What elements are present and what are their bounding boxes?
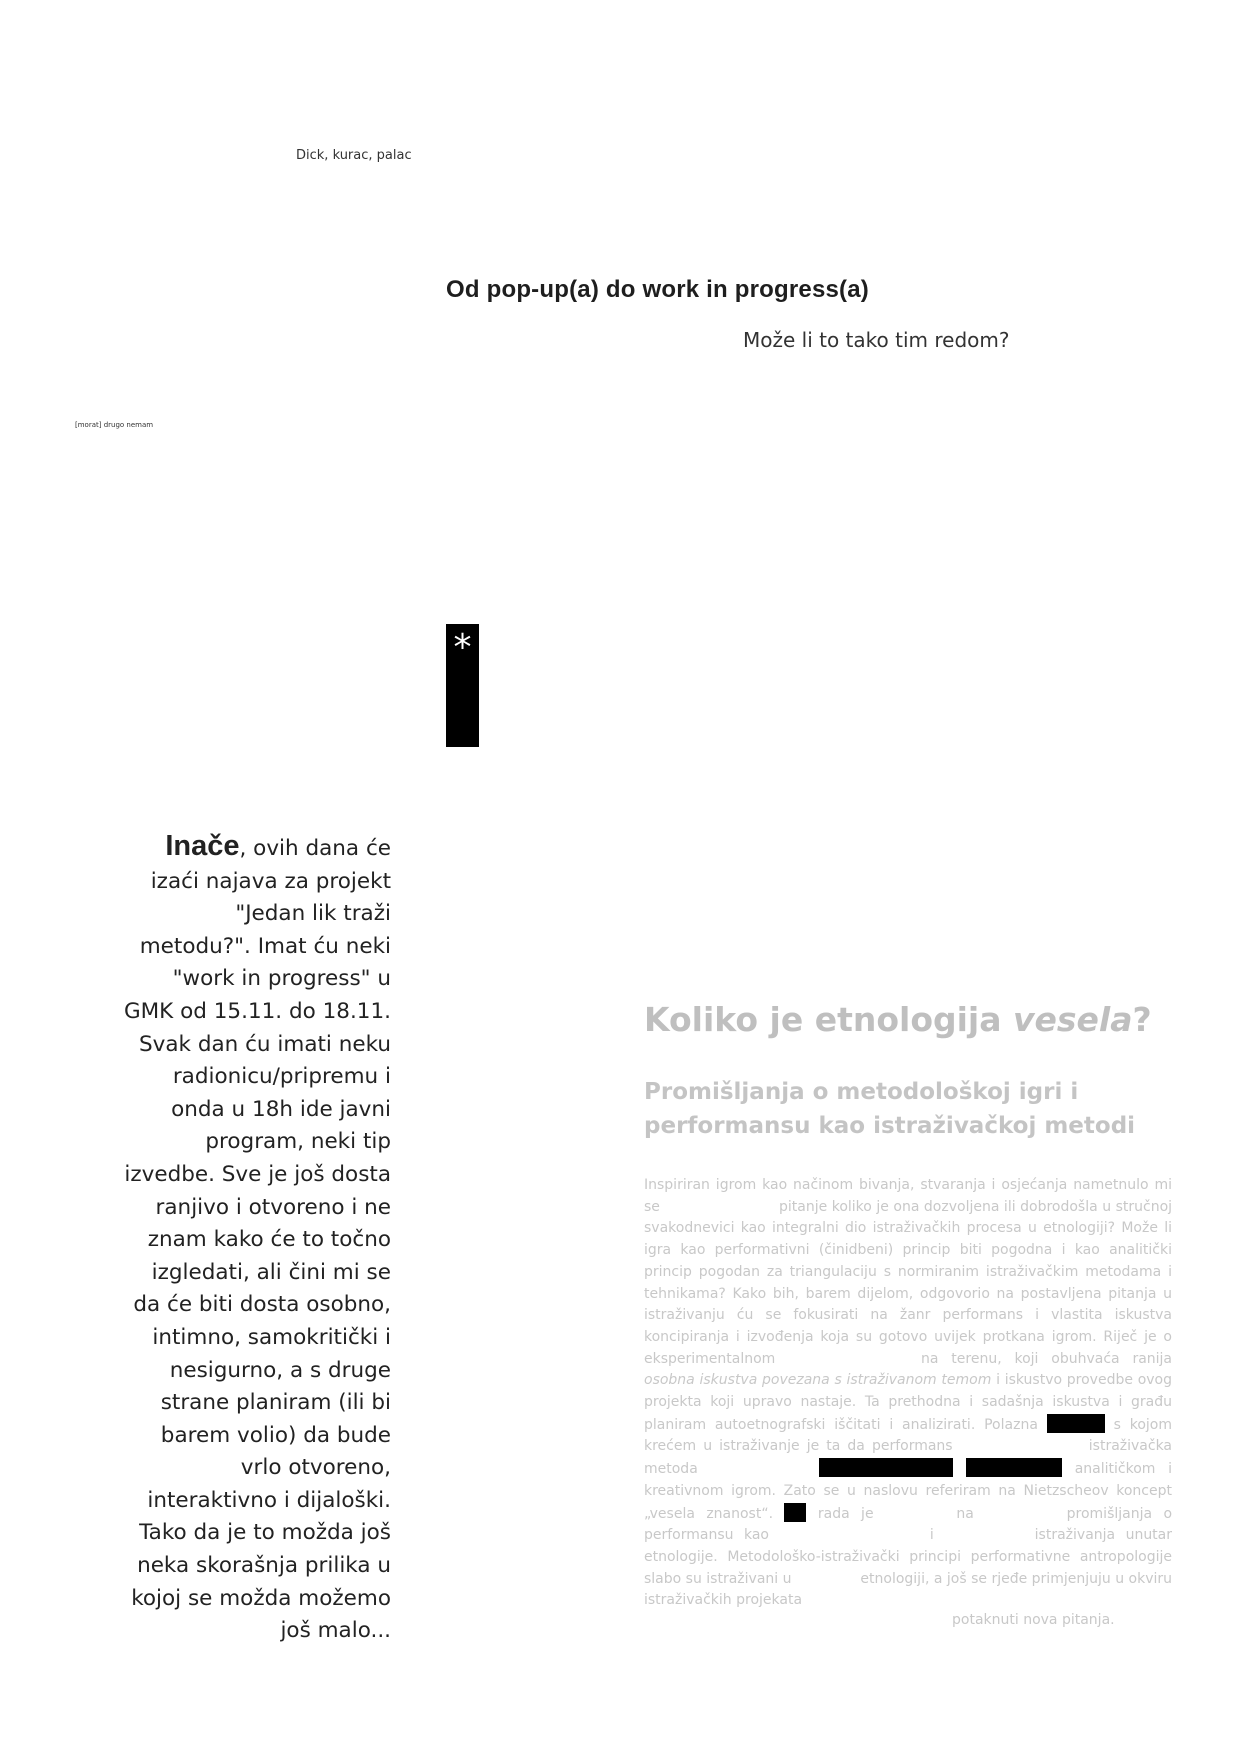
article-text: na xyxy=(956,1505,974,1522)
article-text: etnologiji, a još se rjeđe primjenjuju u okviru istraživačkih projekata xyxy=(644,1570,1172,1609)
article-text: i xyxy=(929,1527,934,1544)
article-body xyxy=(644,1175,1172,1612)
asterisk-marker-bar xyxy=(446,624,479,747)
tiny-note: [morat] drugo nemam xyxy=(75,421,154,429)
article-text: Inspiriran igrom kao načinom bivanja, stvaranja i osjećanja nametnulo mi se xyxy=(644,1177,1172,1215)
page-subtitle: Može li to tako tim redom? xyxy=(743,328,1010,352)
article-text: s kojom krećem u istraživanje je ta da performans xyxy=(644,1416,1172,1455)
article-title-end: ? xyxy=(1132,1000,1152,1039)
redaction-block xyxy=(966,1458,1062,1477)
page-title: Od pop-up(a) do work in progress(a) xyxy=(446,276,869,303)
intro-paragraph xyxy=(120,830,391,1648)
asterisk-icon: * xyxy=(453,627,472,668)
intro-text: , ovih dana će izaći najava za projekt "Jedan lik traži metodu?". Imat ću neki "work in progress" u GMK od 15.11. do 18.11. Svak dan ću imati neku radionicu/pripremu i onda u 18h ide javni program, neki tip izvedbe. Sve je još dosta ranjivo i otvoreno i ne znam kako će to točno izgledati, ali čini mi se da će biti dosta osobno, intimno, samokritički i nesigurno, a s druge strane planiram (ili bi barem volio) da bude vrlo otvoreno, interaktivno i dijaloški. Tako da je to možda još neka skorašnja prilika u kojoj se možda možemo još malo... xyxy=(123,836,391,1644)
intro-lead-word: Inače xyxy=(165,830,240,862)
article-text: na terenu, koji obuhvaća ranija xyxy=(921,1350,1173,1367)
article-title-text: Koliko je etnologija xyxy=(644,1000,1013,1039)
article-title xyxy=(644,1000,1204,1039)
article-text: i iskustvo provedbe ovog projekta koji upravo nastaje. Ta prethodna i sadašnja iskustva i građu planiram autoetnografski iščitati i analizirati. Polazna xyxy=(644,1372,1172,1433)
article-text: istraživanja unutar etnologije. Metodološko-istraživački principi performativne antropologije slabo su istraživani u xyxy=(644,1527,1173,1587)
article-title-italic: vesela xyxy=(1013,1000,1133,1039)
redaction-block xyxy=(784,1503,806,1522)
tagline: Dick, kurac, palac xyxy=(296,148,412,163)
article-ending: potaknuti nova pitanja. xyxy=(952,1612,1115,1628)
article-text: pitanje koliko je ona dozvoljena ili dobrodošla u stručnoj svakodnevici kao integralni dio istraživačkih procesa u etnologiji? Može li igra kao performativni (činidbeni) princip biti pogodna i kao analitički princip pogodan za triangulaciju s normiranim istraživačkim metodama i tehnikama? Kako bih, barem dijelom, odgovorio na postavljena pitanja u istraživanju ću se fokusirati na žanr performans i vlastita iskustva koncipiranja i izvođenja koja su gotovo uvijek protkana igrom. Riječ je o eksperimentalnom xyxy=(644,1198,1173,1367)
article-subtitle: Promišljanja o metodološkoj igri i performansu kao istraživačkoj metodi xyxy=(644,1079,1136,1139)
redaction-block xyxy=(1047,1414,1105,1433)
article-text: promišljanja o performansu kao xyxy=(644,1505,1173,1544)
article-paragraph xyxy=(644,1175,1172,1612)
article-text-italic: osobna iskustva povezana s istraživanom temom xyxy=(644,1372,992,1389)
article-text: rada je xyxy=(817,1505,874,1522)
redaction-block xyxy=(819,1458,953,1477)
article-text: analitičkom i kreativnom igrom. Zato se u naslovu referiram na Nietzscheov koncept „vesela znanost“. xyxy=(644,1461,1173,1522)
article-text: istraživačka metoda xyxy=(644,1438,1173,1478)
